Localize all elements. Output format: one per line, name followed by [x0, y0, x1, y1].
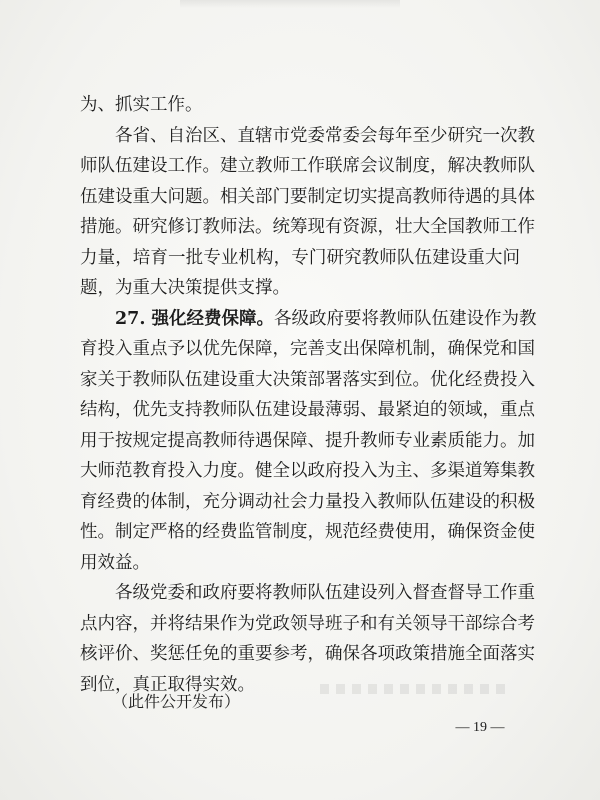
text-line: 用效益。	[80, 552, 150, 573]
scan-bleed-through	[320, 684, 510, 694]
text-line: 伍建设重大问题。相关部门要制定切实提高教师待遇的具体	[80, 186, 535, 207]
text-line: 结构，优先支持教师队伍建设最薄弱、最紧迫的领域，重点	[80, 400, 535, 420]
page-number: — 19 —	[455, 720, 505, 735]
text-line: 到位，真正取得实效。	[80, 674, 255, 695]
text-line: 措施。研究修订教师法。统筹现有资源，壮大全国教师工作	[80, 217, 535, 237]
scan-shadow	[180, 0, 400, 8]
text-line: 用于按规定提高教师待遇保障、提升教师专业素质能力。加	[80, 430, 535, 451]
text-line: 力量，培育一批专业机构，专门研究教师队伍建设重大问	[80, 247, 520, 268]
text-line	[80, 304, 537, 335]
text-line: 大师范教育投入力度。健全以政府投入为主、多渠道筹集教	[80, 461, 535, 481]
text-span: 各级政府要将教师队伍建设作为教	[274, 308, 537, 329]
text-line: 为、抓实工作。	[80, 95, 203, 115]
text-line: 核评价、奖惩任免的重要参考，确保各项政策措施全面落实	[80, 644, 535, 664]
text-line: 师队伍建设工作。建立教师工作联席会议制度，解决教师队	[80, 156, 535, 176]
publish-note: （此件公开发布）	[112, 692, 241, 711]
section-heading: 27. 强化经费保障。	[115, 308, 275, 329]
text-line: 各级党委和政府要将教师队伍建设列入督查督导工作重	[115, 583, 535, 603]
text-line: 家关于教师队伍建设重大决策部署落实到位。优化经费投入	[80, 369, 535, 390]
text-line: 各省、自治区、直辖市党委常委会每年至少研究一次教	[115, 125, 535, 146]
text-line: 性。制定严格的经费监管制度，规范经费使用，确保资金使	[80, 522, 535, 542]
text-line: 点内容，并将结果作为党政领导班子和有关领导干部综合考	[80, 613, 535, 634]
document-body	[80, 90, 537, 700]
text-line: 育投入重点予以优先保障，完善支出保障机制，确保党和国	[80, 339, 535, 359]
text-line: 育经费的体制，充分调动社会力量投入教师队伍建设的积极	[80, 491, 535, 512]
text-line: 题，为重大决策提供支撑。	[80, 278, 290, 298]
